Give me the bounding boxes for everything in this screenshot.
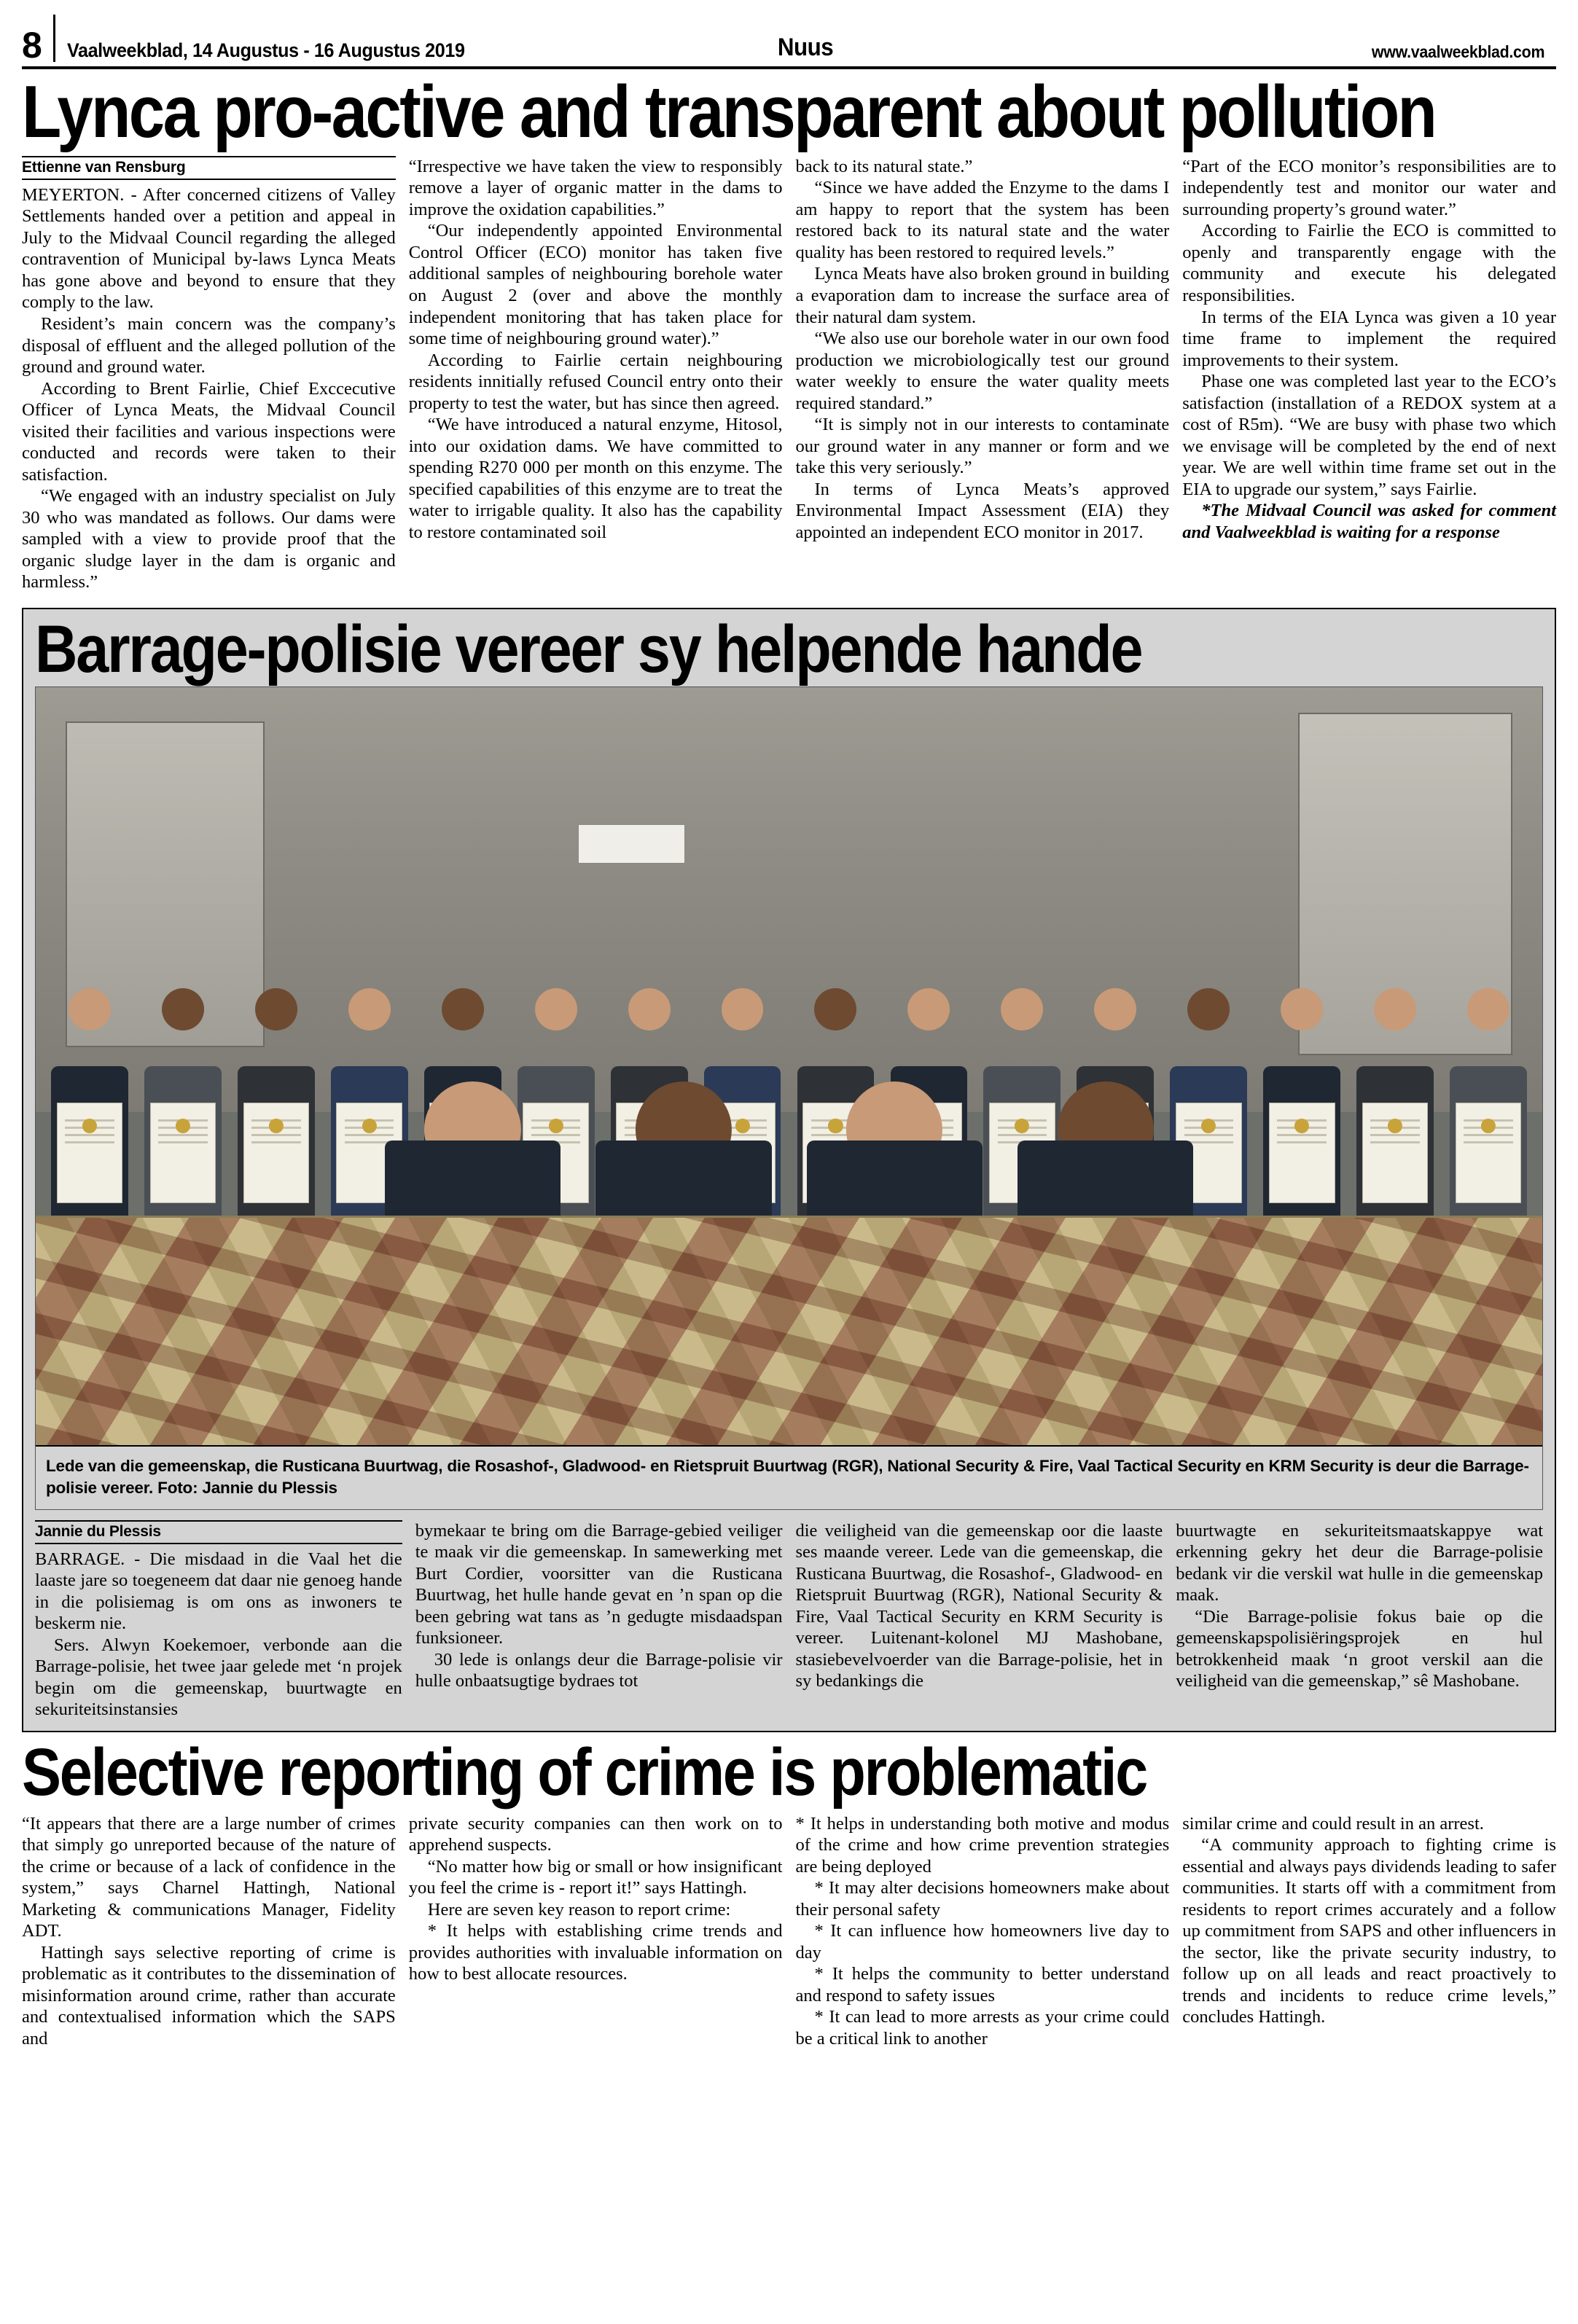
- paragraph: Resident’s main concern was the company’s disposal of effluent and the alleged pollution of the ground and ground water.: [22, 313, 396, 377]
- paragraph: BARRAGE. - Die misdaad in die Vaal het die laaste jare so toegeneem dat daar nie genoeg hande in die polisiemag is om ons as inwoners te beskerm nie.: [35, 1549, 402, 1634]
- paragraph: “It is simply not in our interests to contaminate our ground water in any manner or form and we take this very seriously.”: [795, 415, 1170, 478]
- article2-column-4: [1176, 1520, 1543, 1721]
- paragraph: Sers. Alwyn Koekemoer, verbonde aan die Barrage-polisie, het twee jaar gelede met ‘n projek begin om die gemeenskap, buurtwagte en sekuriteitsinstansies: [35, 1635, 402, 1720]
- paragraph: According to Fairlie certain neighbouring residents innitially refused Council entry onto their property to test the water, but has since then agreed.: [408, 350, 783, 413]
- article-selective-reporting: [22, 1734, 1556, 2049]
- paragraph: “We have introduced a natural enzyme, Hitosol, into our oxidation dams. We have committed to spending R270 000 per month on this enzyme. The specified capabilities of this enzyme are to treat the water to irrigable quality. It also has the capability to restore contaminated soil: [408, 415, 783, 542]
- person: [1442, 988, 1534, 1248]
- ceiling-light: [578, 824, 685, 864]
- article1-column-2: [409, 156, 783, 593]
- article1-byline: Ettienne van Rensburg: [22, 156, 396, 180]
- section-title: Nuus: [778, 34, 834, 61]
- page-number: 8: [22, 25, 42, 66]
- paragraph: * It can influence how homeowners live day to day: [795, 1921, 1170, 1963]
- paragraph: * It helps with establishing crime trends and provides authorities with invaluable information on how to best allocate resources.: [408, 1921, 783, 1984]
- masthead-inner: [55, 34, 1556, 63]
- publication-date: Vaalweekblad, 14 Augustus - 16 Augustus 2019: [66, 39, 465, 61]
- paragraph: * It may alter decisions homeowners make about their personal safety: [795, 1878, 1170, 1920]
- paragraph: die veiligheid van die gemeenskap oor die laaste ses maande vereer. Lede van die gemeenskap, die Rusticana Buurtwag, die Rosashof-, Gladwood- en Rietspruit Buurtwag (RGR), National Security & Fire, Vaal Tactical Security en KRM Security is vereer. Luitenant-kolonel MJ Mashobane, stasiebevelvoerder van die Barrage-polisie, het in sy bedankings die: [795, 1520, 1163, 1691]
- article3-column-3: [796, 1813, 1170, 2050]
- photo-table: [36, 1216, 1542, 1445]
- article2-photo-wrap: [35, 686, 1543, 1509]
- person: [1349, 988, 1441, 1248]
- person: [1256, 988, 1348, 1248]
- paragraph: private security companies can then work on to apprehend suspects.: [408, 1813, 783, 1855]
- group-photo-image: [36, 687, 1542, 1445]
- article3-column-4: [1182, 1813, 1556, 2050]
- paragraph: “We also use our borehole water in our own food production we microbiologically test our ground water weekly to ensure the water quality meets required standard.”: [795, 329, 1170, 413]
- article1-headline: Lynca pro-active and transparent about pollution: [22, 71, 1436, 153]
- paragraph: bymekaar te bring om die Barrage-gebied veiliger te maak vir die gemeenskap. In samewerking met Burt Cordier, voorsitter van die Rusticana Buurtwag, het hulle hande gevat en ’n span op die been gebring wat tans as ’n gedugte misdaadspan funksioneer.: [415, 1520, 783, 1648]
- paragraph: “A community approach to fighting crime is essential and always pays dividends leading to safer communities. It starts off with a commitment from residents to report crimes accurately and a follow up commitment from SAPS and other influencers in the sector, like the private security industry, to follow up on all leads and react proactively to trends and incidents to reduce crime levels,” concludes Hattingh.: [1182, 1835, 1556, 2027]
- paragraph: * It helps the community to better understand and respond to safety issues: [795, 1964, 1170, 2006]
- paragraph: * It helps in understanding both motive and modus of the crime and how crime prevention strategies are being deployed: [795, 1813, 1170, 1877]
- paragraph: * It can lead to more arrests as your crime could be a critical link to another: [795, 2007, 1170, 2049]
- article-lynca: [22, 71, 1556, 593]
- paragraph: similar crime and could result in an arrest.: [1182, 1813, 1484, 1834]
- article1-column-3: [796, 156, 1170, 593]
- paragraph: “Irrespective we have taken the view to responsibly remove a layer of organic matter in the dams to improve the oxidation capabilities.”: [408, 156, 783, 219]
- article1-columns: [22, 156, 1556, 593]
- article2-columns: [35, 1520, 1543, 1721]
- article1-column-1: [22, 156, 396, 593]
- paragraph: In terms of the EIA Lynca was given a 10 year time frame to implement the required improvements to their system.: [1182, 307, 1556, 370]
- paragraph: back to its natural state.”: [795, 156, 973, 176]
- paragraph: 30 lede is onlangs deur die Barrage-polisie vir hulle onbaatsugtige bydraes tot: [415, 1649, 783, 1691]
- paragraph: MEYERTON. - After concerned citizens of Valley Settlements handed over a petition and appeal in July to the Midvaal Council regarding the alleged contravention of Municipal by-laws Lynca Meats has gone above and beyond to ensure that they comply to the law.: [22, 184, 396, 313]
- article2-column-1: [35, 1520, 402, 1721]
- paragraph: “No matter how big or small or how insignificant you feel the crime is - report it!” says Hattingh.: [408, 1856, 783, 1898]
- article2-caption-box: [36, 1445, 1542, 1509]
- article1-column-4: [1182, 156, 1556, 593]
- paragraph: “Since we have added the Enzyme to the dams I am happy to report that the system has been restored back to its natural state and the water quality has been restored to required levels.”: [795, 178, 1170, 262]
- masthead-rule: [22, 66, 1556, 69]
- article2-column-2: [415, 1520, 783, 1721]
- paragraph: Phase one was completed last year to the ECO’s satisfaction (installation of a REDOX system at a cost of R5m). “We are busy with phase two which we envisage will be completed by the end of next year. We are well within time frame set out in the EIA to upgrade our system,” says Fairlie.: [1182, 372, 1556, 499]
- person: [44, 988, 136, 1248]
- article3-column-2: [409, 1813, 783, 2050]
- article3-column-1: [22, 1813, 396, 2050]
- masthead: [22, 0, 1556, 66]
- article3-headline: Selective reporting of crime is problematic: [22, 1734, 1147, 1809]
- website-url[interactable]: www.vaalweekblad.com: [1371, 42, 1544, 61]
- article1-footnote: *The Midvaal Council was asked for comment and Vaalweekblad is waiting for a response: [1182, 501, 1556, 542]
- paragraph: buurtwagte en sekuriteitsmaatskappye wat erkenning gekry het deur die Barrage-polisie bedank vir die verskil wat hulle in die gemeenskap maak.: [1176, 1520, 1543, 1605]
- paragraph: “Our independently appointed Environmental Control Officer (ECO) monitor has taken five additional samples of neighbouring borehole water on August 2 (over and above the monthly independent monitoring that has taken place for some time of neighbouring ground water).”: [408, 221, 783, 349]
- article3-columns: [22, 1813, 1556, 2050]
- photo-caption: Lede van die gemeenskap, die Rusticana Buurtwag, die Rosashof-, Gladwood- en Rietspruit Buurtwag (RGR), National Security & Fire, Vaal Tactical Security en KRM Security is deur die Barrage-polisie vereer. Foto: Jannie du Plessis: [46, 1457, 1529, 1498]
- paragraph: Here are seven key reason to report crime:: [427, 1899, 731, 1920]
- paragraph: According to Fairlie the ECO is committed to openly and transparently engage with the community and execute his delegated responsibilities.: [1182, 221, 1556, 305]
- person: [137, 988, 229, 1248]
- paragraph: In terms of Lynca Meats’s approved Environmental Impact Assessment (EIA) they appointed an independent ECO monitor in 2017.: [795, 479, 1170, 542]
- paragraph: “We engaged with an industry specialist on July 30 who was mandated as follows. Our dams were sampled with a view to provide proof that the organic sludge layer in the dam is organic and harmless.”: [22, 486, 396, 592]
- paragraph: “Die Barrage-polisie fokus baie op die gemeenskapspolisiëringsprojek en hul betrokkenheid maak ‘n groot verskil aan die veiligheid van die gemeenskap,” sê Mashobane.: [1176, 1606, 1543, 1691]
- paragraph: According to Brent Fairlie, Chief Exccecutive Officer of Lynca Meats, the Midvaal Council visited their facilities and various inspections were conducted and records were taken to their satisfaction.: [22, 378, 396, 485]
- paragraph: “It appears that there are a large number of crimes that simply go unreported because of the nature of the crime or because of a lack of confidence in the system,” says Charnel Hattingh, National Marketing & communications Manager, Fidelity ADT.: [22, 1813, 396, 1941]
- paragraph: Hattingh says selective reporting of crime is problematic as it contributes to the dissemination of misinformation around crime, rather than accurate and contextualised information which the SAPS and: [22, 1942, 396, 2049]
- article2-byline: Jannie du Plessis: [35, 1520, 402, 1544]
- article2-column-3: [796, 1520, 1163, 1721]
- article2-headline: Barrage-polisie vereer sy helpende hande: [35, 611, 1142, 686]
- article-barrage: [22, 608, 1556, 1732]
- person: [230, 988, 322, 1248]
- paragraph: Lynca Meats have also broken ground in building a evaporation dam to increase the surface area of their natural dam system.: [795, 264, 1170, 327]
- paragraph: “Part of the ECO monitor’s responsibilities are to independently test and monitor our water and surrounding property’s ground water.”: [1182, 156, 1556, 219]
